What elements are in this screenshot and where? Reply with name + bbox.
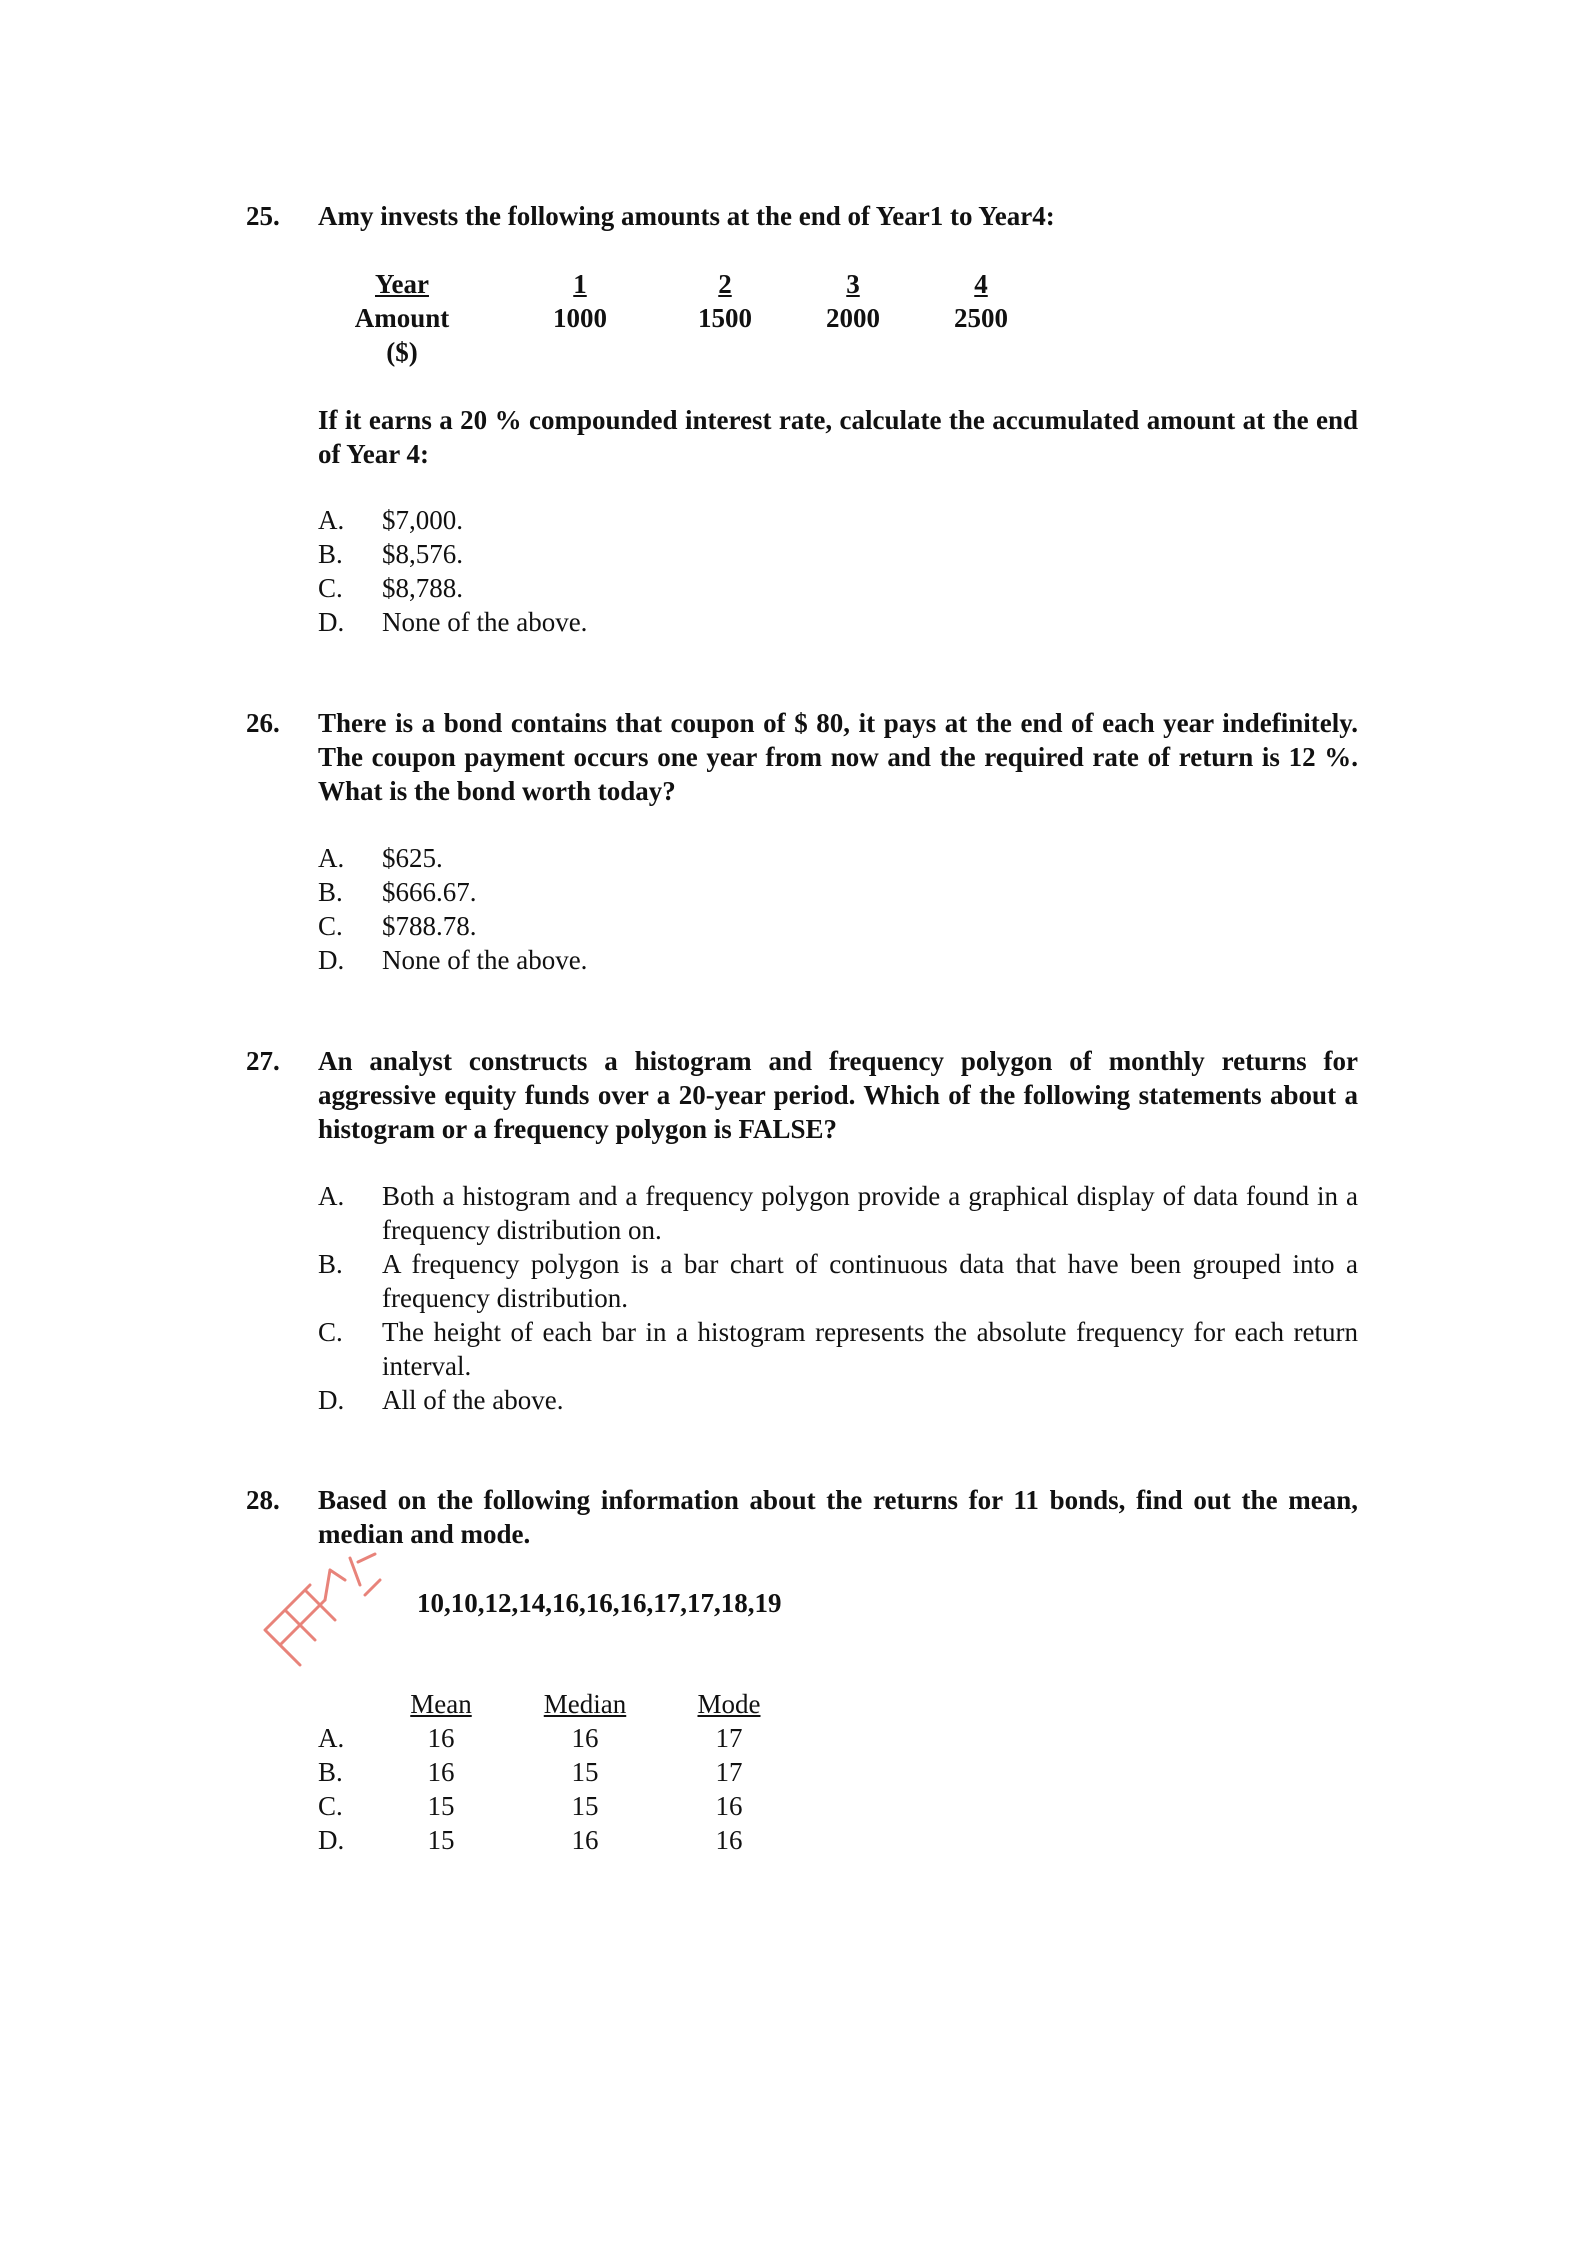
option-text: $666.67. [382, 877, 477, 907]
option-text: None of the above. [382, 945, 588, 975]
median-header: Median [543, 1689, 627, 1719]
year-cell: 3 [846, 269, 860, 299]
question-number: 28. [246, 1485, 280, 1515]
option-text: $625. [382, 843, 443, 873]
question-number: 26. [246, 708, 280, 738]
option-text: $788.78. [382, 911, 477, 941]
amount-cell: 1000 [553, 303, 607, 333]
option-text: All of the above. [382, 1385, 564, 1415]
option-text: $8,576. [382, 539, 463, 569]
data-values: 10,10,12,14,16,16,16,17,17,18,19 [417, 1588, 782, 1618]
option-text: None of the above. [382, 607, 588, 637]
option-letter: C. [318, 1791, 343, 1821]
median-value: 16 [571, 1723, 599, 1753]
question-number: 25. [246, 201, 280, 231]
option-letter: A. [318, 1181, 345, 1211]
question-stem: Amy invests the following amounts at the end of Year1 to Year4: [318, 201, 1055, 231]
option-text: The height of each bar in a histogram represents the absolute frequency for each return interval. [382, 1317, 1358, 1381]
mode-value: 16 [715, 1791, 743, 1821]
option-text: $8,788. [382, 573, 463, 603]
option-letter: D. [318, 1825, 345, 1855]
mode-value: 16 [715, 1825, 743, 1855]
mode-value: 17 [715, 1723, 743, 1753]
question-number: 27. [246, 1046, 280, 1076]
mode-header: Mode [697, 1689, 761, 1719]
option-letter: B. [318, 539, 343, 569]
year-header: Year [375, 269, 429, 299]
mean-value: 16 [427, 1723, 455, 1753]
mean-value: 15 [427, 1791, 455, 1821]
option-text: $7,000. [382, 505, 463, 535]
question-stem-continued: If it earns a 20 % compounded interest rate, calculate the accumulated amount at the end of Year 4: [318, 405, 1358, 469]
option-letter: C. [318, 911, 343, 941]
currency-label: ($) [386, 337, 418, 367]
year-cell: 4 [974, 269, 988, 299]
option-letter: A. [318, 843, 345, 873]
option-letter: A. [318, 505, 345, 535]
option-text: A frequency polygon is a bar chart of continuous data that have been grouped into a frequency distribution. [382, 1249, 1358, 1313]
amount-cell: 1500 [698, 303, 752, 333]
year-cell: 1 [573, 269, 587, 299]
amount-cell: 2500 [954, 303, 1008, 333]
option-letter: C. [318, 1317, 343, 1347]
year-cell: 2 [718, 269, 732, 299]
option-letter: C. [318, 573, 343, 603]
median-value: 15 [571, 1757, 599, 1787]
option-letter: D. [318, 945, 345, 975]
median-value: 16 [571, 1825, 599, 1855]
amount-header: Amount [354, 303, 450, 333]
question-stem: There is a bond contains that coupon of $ 80, it pays at the end of each year indefinitely. The coupon payment occurs one year from now and the required rate of return is 12 %. What is the bond worth today? [318, 708, 1358, 806]
mean-value: 16 [427, 1757, 455, 1787]
median-value: 15 [571, 1791, 599, 1821]
mean-header: Mean [410, 1689, 472, 1719]
mean-value: 15 [427, 1825, 455, 1855]
question-stem: Based on the following information about the returns for 11 bonds, find out the mean, median and mode. [318, 1485, 1358, 1549]
option-text: Both a histogram and a frequency polygon provide a graphical display of data found in a frequency distribution on. [382, 1181, 1358, 1245]
question-stem: An analyst constructs a histogram and frequency polygon of monthly returns for aggressive equity funds over a 20-year period. Which of the following statements about a histogram or a frequency polygon is FALSE? [318, 1046, 1358, 1144]
mode-value: 17 [715, 1757, 743, 1787]
option-letter: D. [318, 607, 345, 637]
amount-cell: 2000 [826, 303, 880, 333]
red-stamp-mark [250, 1540, 390, 1670]
option-letter: B. [318, 1757, 343, 1787]
option-letter: A. [318, 1723, 345, 1753]
option-letter: D. [318, 1385, 345, 1415]
option-letter: B. [318, 877, 343, 907]
option-letter: B. [318, 1249, 343, 1279]
